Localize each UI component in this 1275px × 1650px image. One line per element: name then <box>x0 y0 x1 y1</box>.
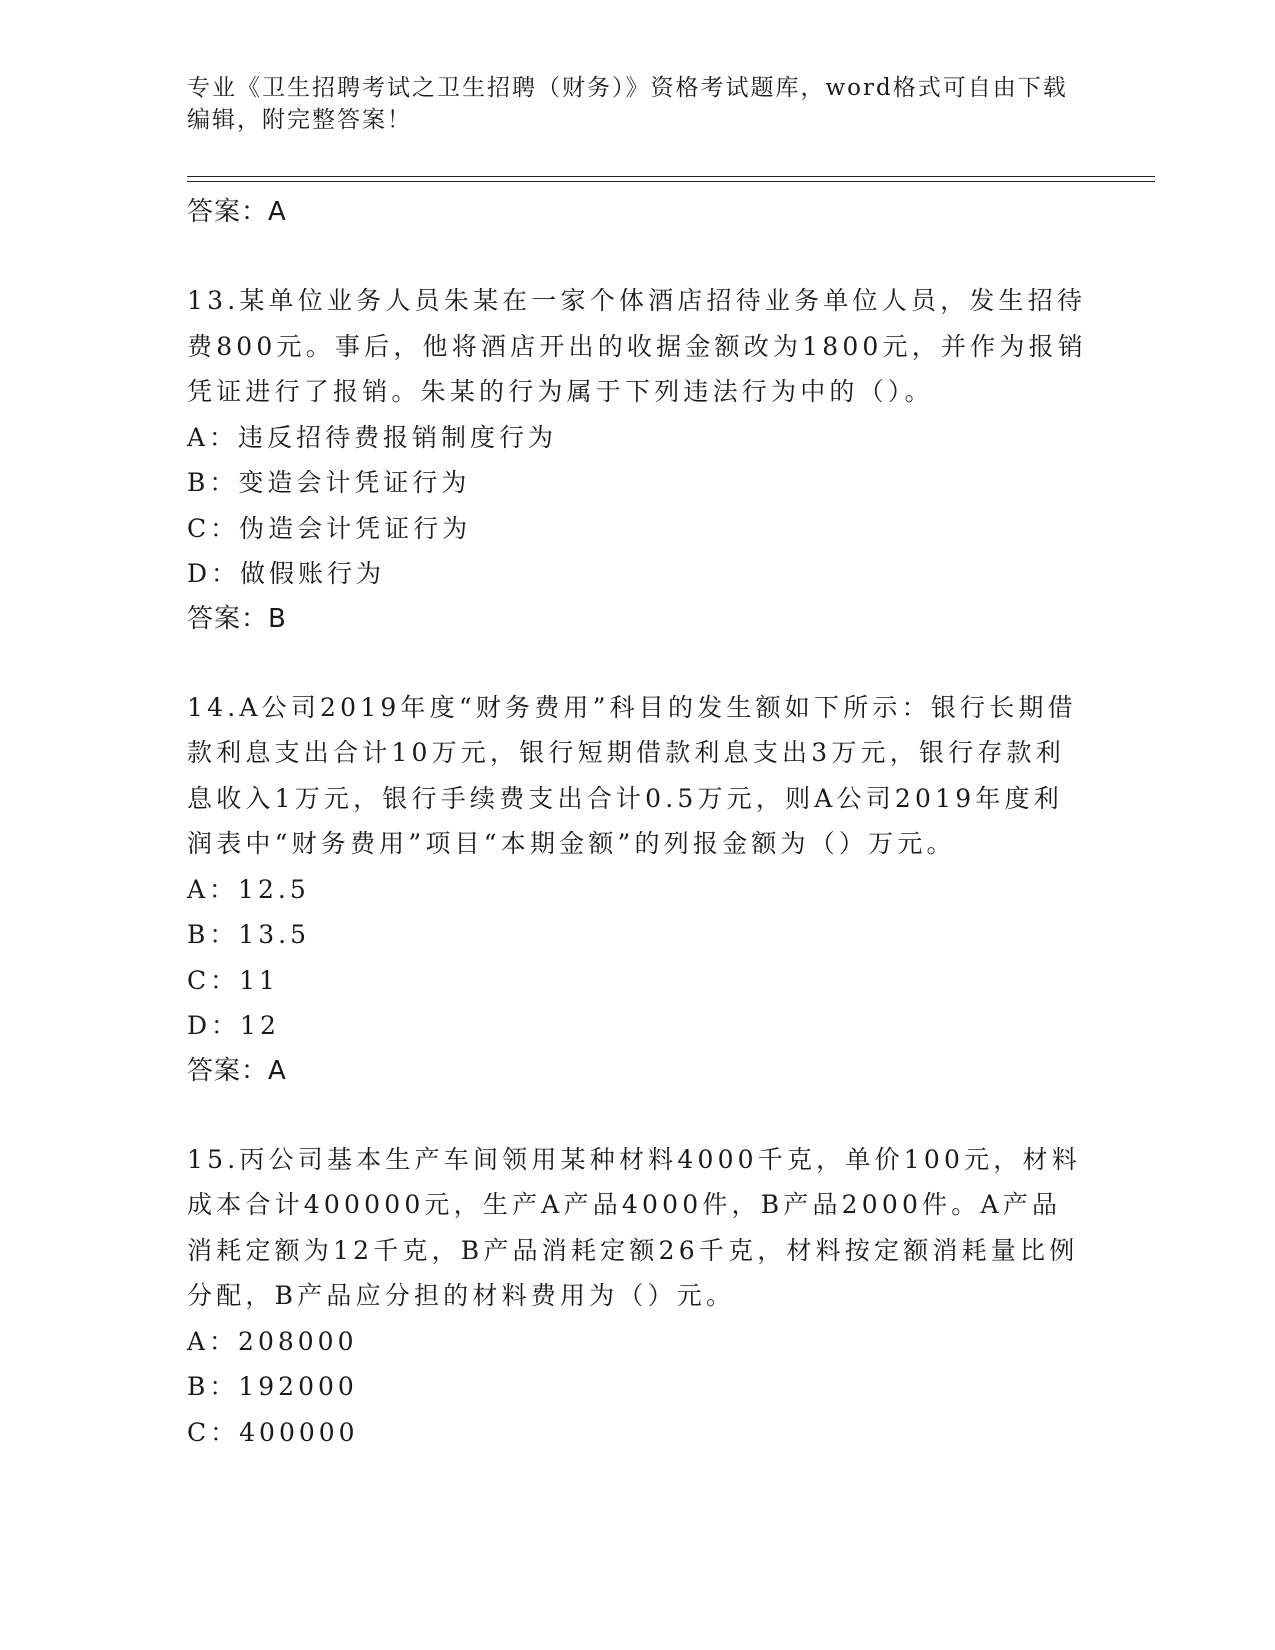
option-a: A：208000 <box>187 1326 358 1356</box>
option-d: D：做假账行为 <box>187 559 386 588</box>
header-line-2: 编辑，附完整答案！ <box>187 107 412 133</box>
question-15: 15.丙公司基本生产车间领用某种材料4000千克，单价100元，材料成本合计400000元，生产A产品4000件，B产品2000件。A产品消耗定额为12千克，B产品消耗定额26千克，材料按定额消耗量比例分配，B产品应分担的材料费用为（）元。 <box>187 1144 1081 1310</box>
page-header <box>187 72 1087 136</box>
answer-line: 答案：B <box>187 603 287 634</box>
header-line-1: 专业《卫生招聘考试之卫生招聘（财务）》资格考试题库，word格式可自由下载 <box>187 75 1068 101</box>
header-rule-top <box>187 176 1155 177</box>
option-c: C：400000 <box>187 1417 359 1447</box>
option-b: B：13.5 <box>187 920 311 949</box>
option-a: A：违反招待费报销制度行为 <box>187 422 558 452</box>
header-rule-bottom <box>187 181 1155 182</box>
answer-line: 答案：A <box>187 197 287 227</box>
option-c: C：11 <box>187 965 279 995</box>
question-list <box>187 190 1087 1455</box>
question-14: 14.A公司2019年度“财务费用”科目的发生额如下所示：银行长期借款利息支出合计10万元，银行短期借款利息支出3万元，银行存款利息收入1万元，银行手续费支出合计0.5万元，则A公司2019年度利润表中“财务费用”项目“本期金额”的列报金额为（）万元。 <box>187 692 1077 858</box>
option-b: B：192000 <box>187 1372 358 1401</box>
option-b: B：变造会计凭证行为 <box>187 468 471 497</box>
option-a: A：12.5 <box>187 874 310 904</box>
answer-line: 答案：A <box>187 1055 287 1086</box>
option-d: D：12 <box>187 1011 280 1040</box>
question-13: 13.某单位业务人员朱某在一家个体酒店招待业务单位人员，发生招待费800元。事后，他将酒店开出的收据金额改为1800元，并作为报销凭证进行了报销。朱某的行为属于下列违法行为中的（）。 <box>187 286 1087 406</box>
option-c: C：伪造会计凭证行为 <box>187 513 472 543</box>
